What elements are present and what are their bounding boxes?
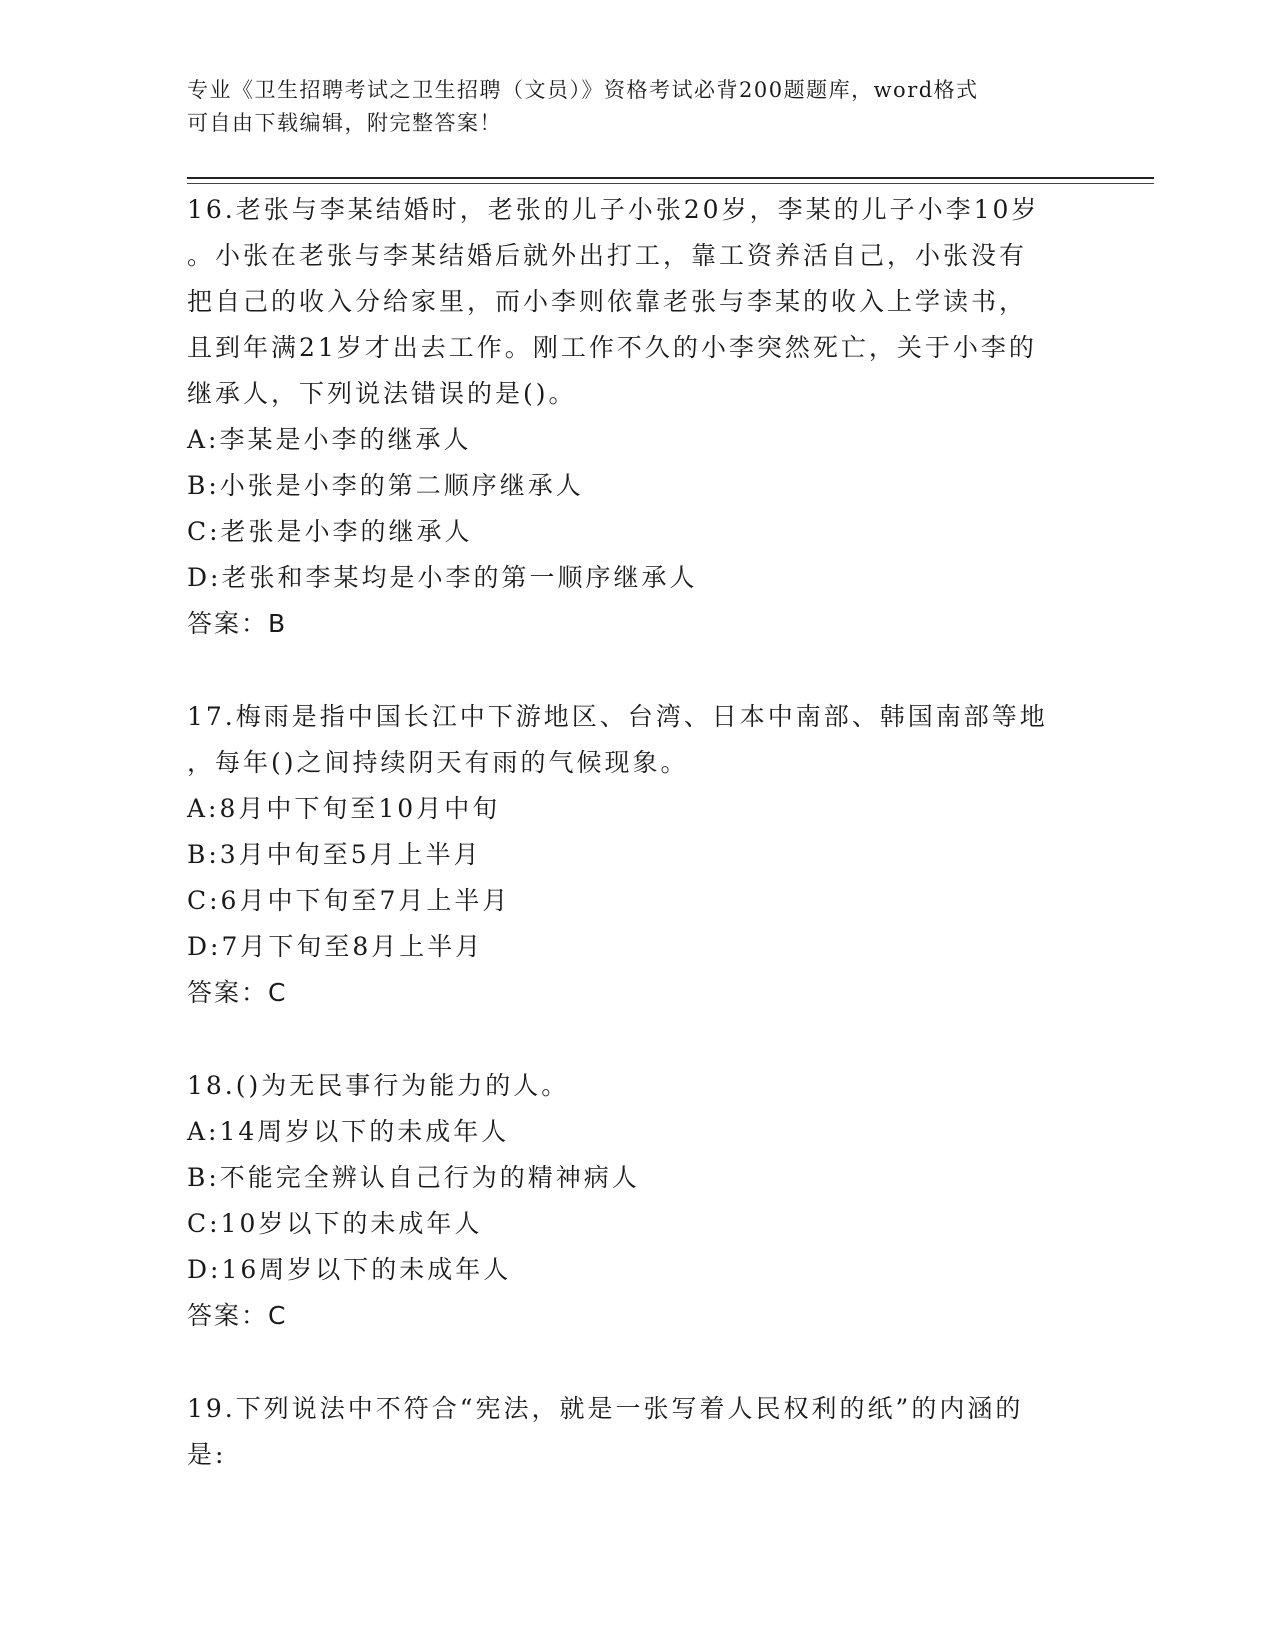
option-d: D:16周岁以下的未成年人 [187,1255,512,1284]
document-header [187,74,1067,140]
question-text-line: 18.()为无民事行为能力的人。 [187,1071,570,1100]
question-text-line: 17.梅雨是指中国长江中下游地区、台湾、日本中南部、韩国南部等地 [187,702,1048,731]
question-text-line: 是: [187,1440,227,1469]
question-text-line: ，每年()之间持续阴天有雨的气候现象。 [187,748,689,777]
option-a: A:8月中下旬至10月中旬 [187,794,501,823]
question-text-line: 且到年满21岁才出去工作。刚工作不久的小李突然死亡，关于小李的 [187,333,1037,362]
option-d: D:老张和李某均是小李的第一顺序继承人 [187,563,698,592]
question-text-line: 继承人，下列说法错误的是()。 [187,379,577,408]
question-text-line: 。小张在老张与李某结婚后就外出打工，靠工资养活自己，小张没有 [187,241,1028,270]
option-c: C:6月中下旬至7月上半月 [187,886,511,915]
question-spacer [187,1016,1087,1063]
question-text-line: 19.下列说法中不符合“宪法，就是一张写着人民权利的纸”的内涵的 [187,1394,1024,1423]
option-b: B:3月中旬至5月上半月 [187,840,482,869]
question-17 [187,694,1087,1016]
question-text-line: 把自己的收入分给家里，而小李则依靠老张与李某的收入上学读书， [187,287,1028,316]
option-a: A:李某是小李的继承人 [187,425,472,454]
question-text-line: 16.老张与李某结婚时，老张的儿子小张20岁，李某的儿子小李10岁 [187,195,1040,224]
option-b: B:不能完全辨认自己行为的精神病人 [187,1163,640,1192]
question-19 [187,1386,1087,1478]
option-d: D:7月下旬至8月上半月 [187,932,484,961]
question-spacer [187,1339,1087,1386]
question-18 [187,1063,1087,1339]
question-spacer [187,647,1087,694]
header-line-1: 专业《卫生招聘考试之卫生招聘（文员）》资格考试必背200题题库，word格式 [187,78,979,102]
option-c: C:10岁以下的未成年人 [187,1209,483,1238]
answer-label: 答案：B [187,609,288,638]
header-divider-thick [187,177,1154,179]
answer-label: 答案：C [187,978,288,1007]
option-b: B:小张是小李的第二顺序继承人 [187,471,584,500]
option-a: A:14周岁以下的未成年人 [187,1117,510,1146]
question-16 [187,187,1087,647]
question-list [187,187,1087,1478]
header-line-2: 可自由下载编辑，附完整答案！ [187,111,502,135]
header-divider-thin [187,183,1154,184]
option-c: C:老张是小李的继承人 [187,517,473,546]
answer-label: 答案：C [187,1301,288,1330]
